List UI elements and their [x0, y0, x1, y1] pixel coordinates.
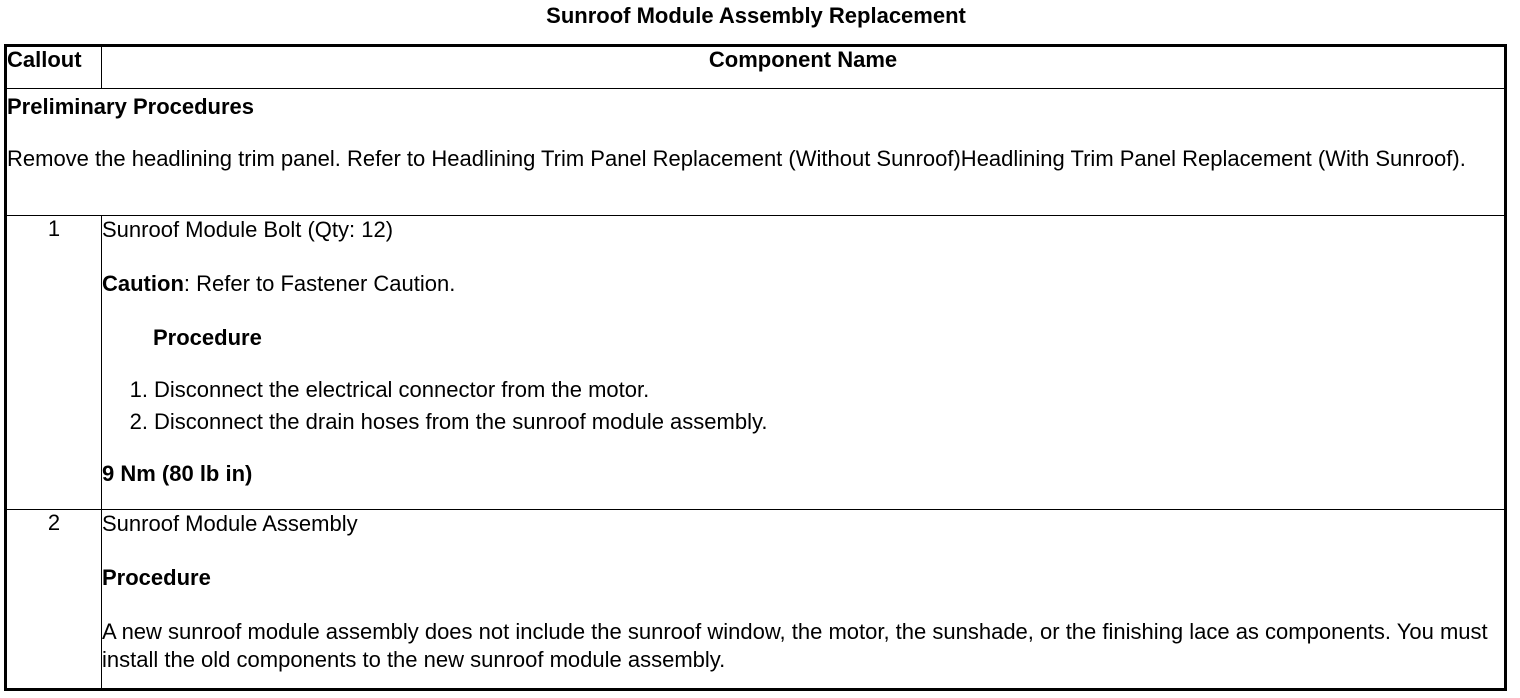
table-header-row	[6, 46, 1506, 89]
component-cell	[102, 510, 1506, 690]
preliminary-title: Preliminary Procedures	[7, 94, 255, 119]
procedure-heading: Procedure	[153, 325, 262, 350]
page-title: Sunroof Module Assembly Replacement	[546, 3, 966, 28]
step-text: Disconnect the electrical connector from the motor.	[154, 377, 650, 402]
procedure-text: A new sunroof module assembly does not include the sunroof window, the motor, the sunshade, or the finishing lace as components. You must install the old components to the new sunroof module assembly.	[102, 619, 1488, 672]
preliminary-row	[6, 89, 1506, 216]
torque-spec: 9 Nm (80 lb in)	[102, 461, 253, 486]
callout-number: 1	[6, 216, 102, 510]
procedure-steps	[102, 374, 1504, 438]
column-header-component-name: Component Name	[102, 46, 1506, 89]
preliminary-cell	[6, 89, 1506, 216]
step-number: 1.	[129, 377, 148, 402]
procedure-table	[4, 44, 1507, 691]
step-number: 2.	[129, 409, 148, 434]
component-name: Sunroof Module Bolt (Qty: 12)	[102, 217, 394, 242]
caution-text: : Refer to Fastener Caution.	[183, 271, 456, 296]
column-header-callout: Callout	[6, 46, 102, 89]
component-cell	[102, 216, 1506, 510]
procedure-heading: Procedure	[102, 565, 211, 590]
caution-line	[102, 270, 1504, 298]
preliminary-text: Remove the headlining trim panel. Refer to Headlining Trim Panel Replacement (Without Sunroof)Headlining Trim Panel Replacement (With Sunroof).	[7, 146, 1466, 171]
caution-label: Caution	[102, 271, 184, 296]
table-row	[6, 216, 1506, 510]
list-item	[102, 374, 1504, 406]
callout-number: 2	[6, 510, 102, 690]
component-name: Sunroof Module Assembly	[102, 511, 358, 536]
step-text: Disconnect the drain hoses from the sunroof module assembly.	[154, 409, 768, 434]
list-item	[102, 406, 1504, 438]
table-row	[6, 510, 1506, 690]
